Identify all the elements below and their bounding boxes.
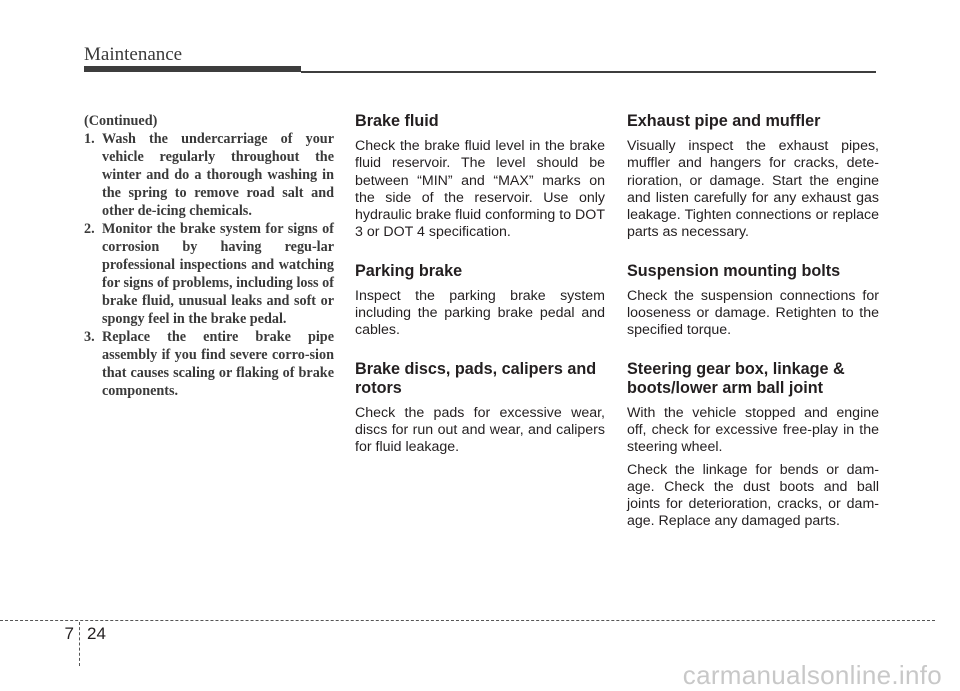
list-item bbox=[84, 220, 334, 328]
steering-body-1: With the vehicle stopped and engine off, check for excessive free-play in the steering wheel. bbox=[627, 404, 879, 456]
chapter-number: 7 bbox=[64, 624, 74, 643]
parking-brake-section bbox=[355, 262, 605, 340]
list-item bbox=[84, 328, 334, 400]
middle-column bbox=[355, 112, 605, 477]
parking-brake-heading: Parking brake bbox=[355, 261, 463, 280]
brake-discs-section bbox=[355, 360, 605, 457]
suspension-body: Check the suspension connections for looseness or damage. Retighten to the specified torque. bbox=[627, 287, 879, 339]
footer-divider bbox=[79, 622, 80, 666]
list-item-number: 1. bbox=[84, 131, 95, 147]
list-item-number: 2. bbox=[84, 221, 95, 237]
brake-fluid-section bbox=[355, 112, 605, 242]
brake-fluid-heading: Brake fluid bbox=[355, 112, 439, 130]
suspension-heading: Suspension mounting bolts bbox=[627, 261, 841, 280]
list-item bbox=[84, 130, 334, 220]
header-rule-thick bbox=[84, 66, 301, 72]
exhaust-heading: Exhaust pipe and muffler bbox=[627, 112, 821, 130]
maintenance-list bbox=[84, 130, 334, 400]
exhaust-body: Visually inspect the exhaust pipes, muffler and hangers for cracks, dete-rioration, or damage. Start the engine and listen carefully for any exhaust gas leakage. Tighten connections or replace parts as necessary. bbox=[627, 138, 879, 241]
header-rule-thin bbox=[301, 71, 876, 73]
list-item-text: Replace the entire brake pipe assembly if you find severe corro-sion that causes scaling or flaking of brake components. bbox=[102, 329, 334, 399]
exhaust-section bbox=[627, 112, 879, 242]
footer-rule bbox=[0, 620, 935, 621]
left-column bbox=[84, 112, 334, 400]
steering-body-2: Check the linkage for bends or dam-age. Check the dust boots and ball joints for deterioration, cracks, or dam-age. Replace any damaged parts. bbox=[627, 461, 879, 530]
section-title: Maintenance bbox=[84, 44, 183, 65]
suspension-section bbox=[627, 262, 879, 340]
page-number: 24 bbox=[87, 624, 106, 643]
steering-section bbox=[627, 360, 879, 531]
list-item-number: 3. bbox=[84, 329, 95, 345]
continued-label: (Continued) bbox=[84, 113, 158, 129]
list-item-text: Wash the undercarriage of your vehicle regularly throughout the winter and do a thorough washing in the spring to remove road salt and other de-icing chemicals. bbox=[102, 131, 334, 219]
brake-discs-body: Check the pads for excessive wear, discs for run out and wear, and calipers for fluid leakage. bbox=[355, 404, 605, 456]
watermark: carmanualsonline.info bbox=[682, 660, 942, 690]
steering-heading: Steering gear box, linkage & boots/lower arm ball joint bbox=[627, 359, 845, 397]
brake-discs-heading: Brake discs, pads, calipers and rotors bbox=[355, 359, 597, 397]
parking-brake-body: Inspect the parking brake system including the parking brake pedal and cables. bbox=[355, 287, 605, 339]
right-column bbox=[627, 112, 879, 551]
brake-fluid-body: Check the brake fluid level in the brake fluid reservoir. The level should be between “MIN” and “MAX” marks on the side of the reservoir. Use only hydraulic brake fluid conforming to DOT 3 or DOT 4 specification. bbox=[355, 138, 605, 241]
list-item-text: Monitor the brake system for signs of corrosion by having regu-lar professional inspections and watching for signs of problems, including loss of brake fluid, unusual leaks and soft or spongy feel in the brake pedal. bbox=[102, 221, 334, 327]
